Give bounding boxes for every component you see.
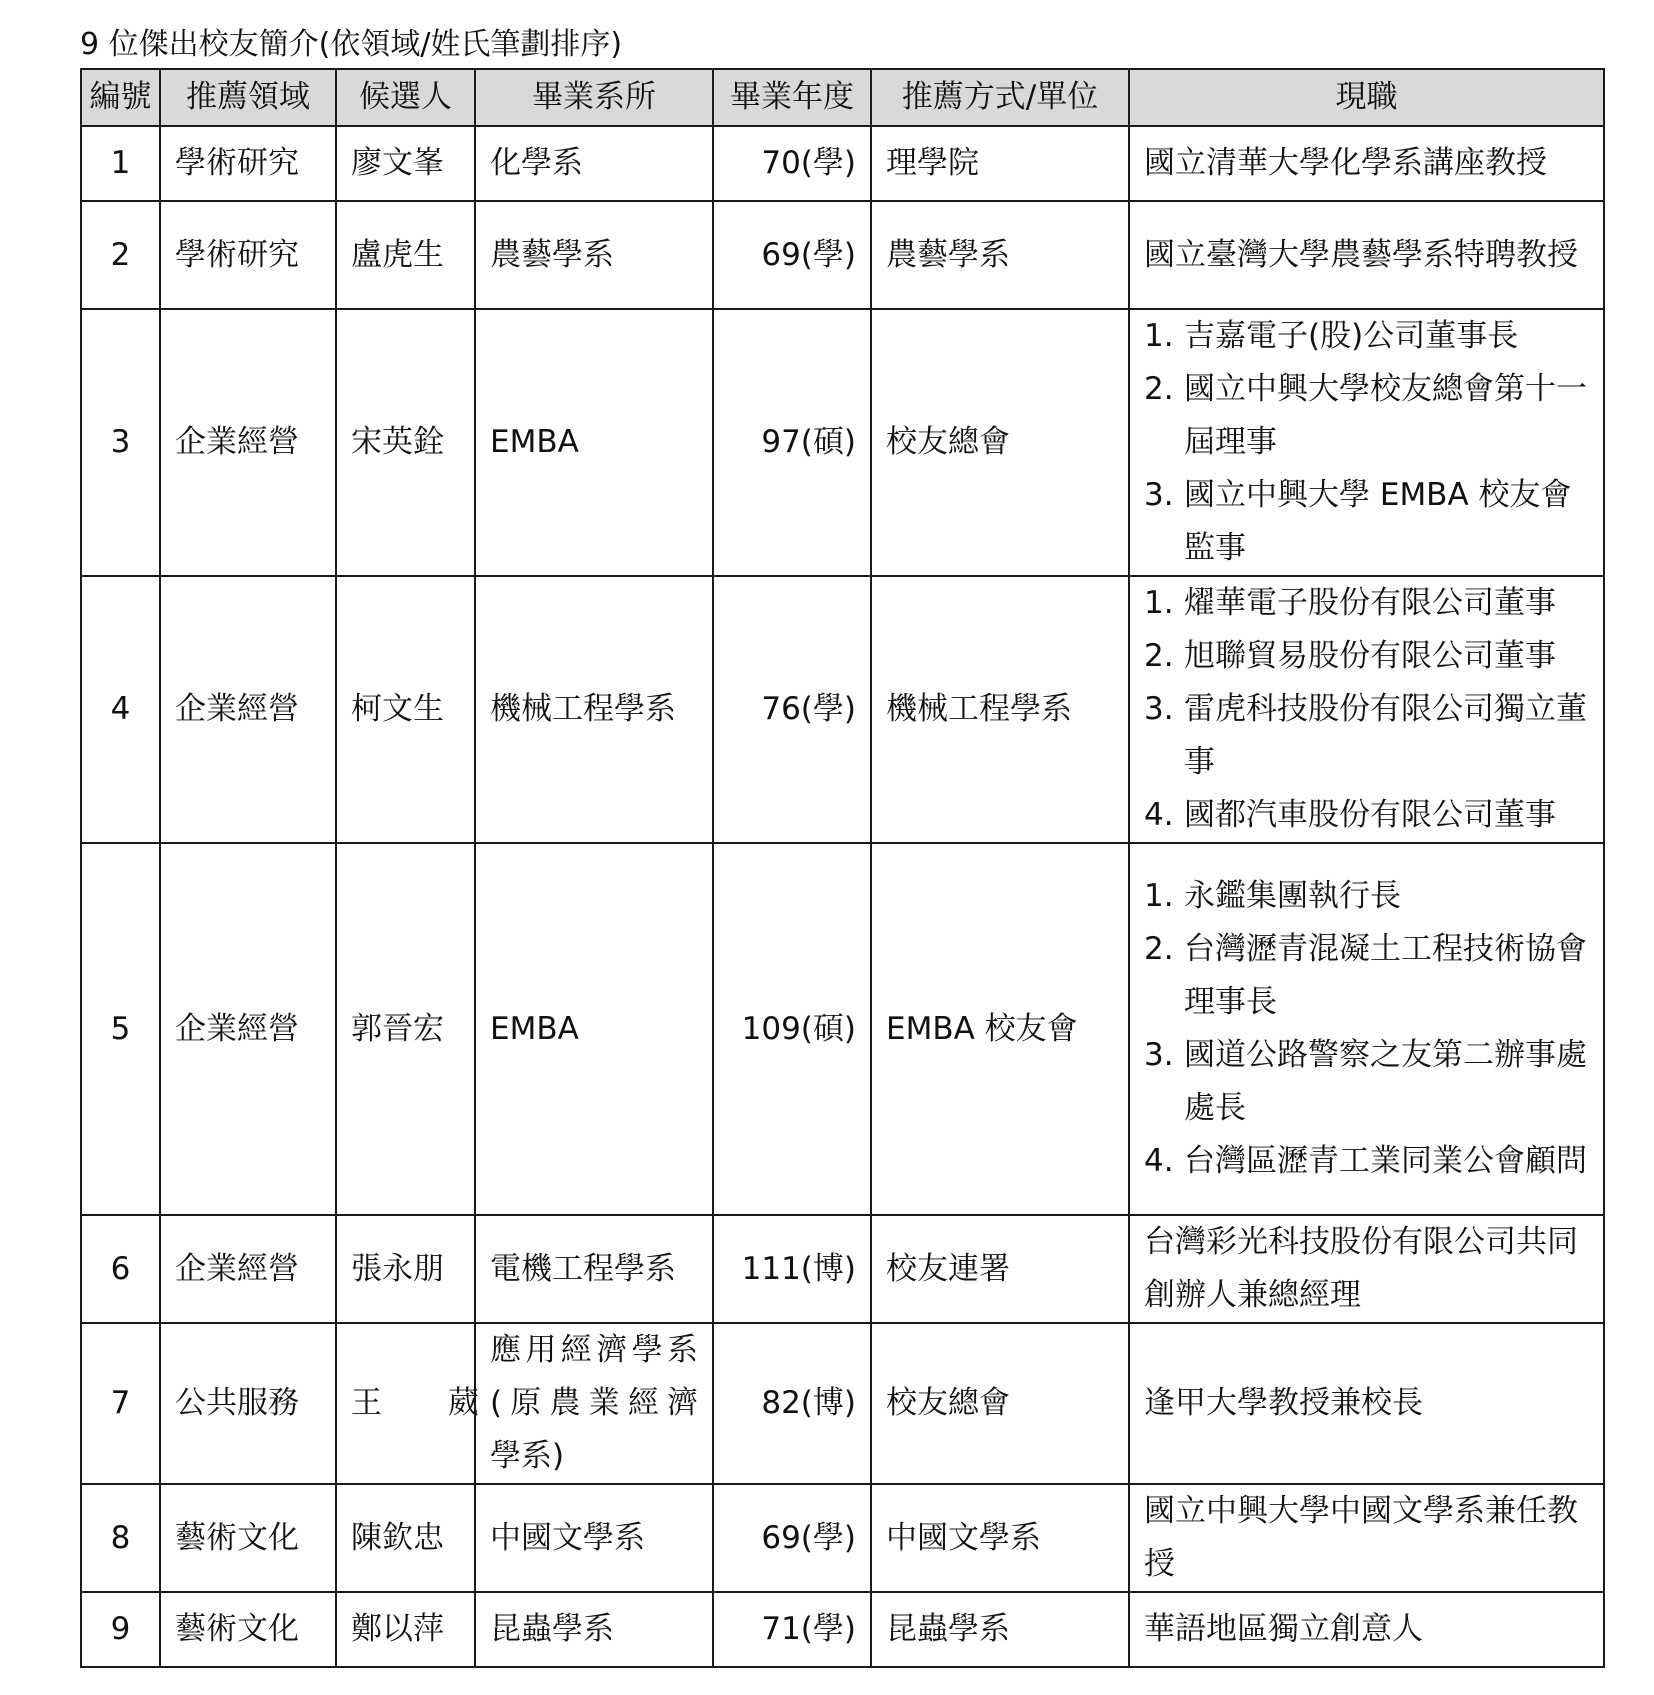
cell-year: 69(學) bbox=[713, 201, 871, 309]
cell-year: 76(學) bbox=[713, 576, 871, 843]
header-row bbox=[81, 69, 1604, 126]
table-row bbox=[81, 1484, 1604, 1592]
table-row bbox=[81, 1592, 1604, 1667]
list-item bbox=[1144, 1135, 1589, 1188]
cell-no: 1 bbox=[81, 126, 160, 201]
list-item-number: 2. bbox=[1144, 371, 1174, 407]
job-list bbox=[1144, 870, 1589, 1188]
table-caption: 9 位傑出校友簡介(依領域/姓氏筆劃排序) bbox=[80, 27, 623, 62]
cell-dept: 化學系 bbox=[475, 126, 713, 201]
cell-candidate: 廖文峯 bbox=[336, 126, 475, 201]
cell-field: 藝術文化 bbox=[160, 1592, 336, 1667]
cell-method: 理學院 bbox=[871, 126, 1129, 201]
list-item-number: 3. bbox=[1144, 691, 1174, 727]
cell-field: 學術研究 bbox=[160, 126, 336, 201]
list-item-text: 國都汽車股份有限公司董事 bbox=[1184, 797, 1556, 833]
list-item-number: 2. bbox=[1144, 638, 1174, 674]
cell-no: 4 bbox=[81, 576, 160, 843]
cell-no: 9 bbox=[81, 1592, 160, 1667]
cell-dept: 電機工程學系 bbox=[475, 1215, 713, 1323]
job-list bbox=[1144, 577, 1589, 842]
list-item-text: 台灣區瀝青工業同業公會顧問 bbox=[1184, 1143, 1587, 1179]
cell-dept: 機械工程學系 bbox=[475, 576, 713, 843]
cell-job: 國立清華大學化學系講座教授 bbox=[1129, 126, 1604, 201]
list-item-number: 3. bbox=[1144, 1037, 1174, 1073]
cell-job bbox=[1129, 309, 1604, 576]
job-list bbox=[1144, 310, 1589, 575]
cell-job bbox=[1129, 576, 1604, 843]
cell-dept: 中國文學系 bbox=[475, 1484, 713, 1592]
cell-year: 70(學) bbox=[713, 126, 871, 201]
cell-job bbox=[1129, 843, 1604, 1215]
list-item-number: 2. bbox=[1144, 931, 1174, 967]
header-dept: 畢業系所 bbox=[475, 69, 713, 126]
cell-candidate: 鄭以萍 bbox=[336, 1592, 475, 1667]
cell-job: 國立臺灣大學農藝學系特聘教授 bbox=[1129, 201, 1604, 309]
cell-method: EMBA 校友會 bbox=[871, 843, 1129, 1215]
cell-no: 3 bbox=[81, 309, 160, 576]
list-item bbox=[1144, 1029, 1589, 1135]
cell-job: 國立中興大學中國文學系兼任教授 bbox=[1129, 1484, 1604, 1592]
list-item-number: 1. bbox=[1144, 585, 1174, 621]
candidate-name: 王 葳 bbox=[351, 1385, 507, 1421]
cell-year: 111(博) bbox=[713, 1215, 871, 1323]
table-row bbox=[81, 1215, 1604, 1323]
cell-candidate: 張永朋 bbox=[336, 1215, 475, 1323]
list-item bbox=[1144, 789, 1589, 842]
cell-candidate bbox=[336, 1323, 507, 1484]
cell-job: 台灣彩光科技股份有限公司共同創辦人兼總經理 bbox=[1129, 1215, 1604, 1323]
list-item bbox=[1144, 577, 1589, 630]
cell-year: 97(碩) bbox=[713, 309, 871, 576]
cell-year: 109(碩) bbox=[713, 843, 871, 1215]
alumni-table bbox=[80, 68, 1605, 1668]
cell-year: 69(學) bbox=[713, 1484, 871, 1592]
cell-no: 6 bbox=[81, 1215, 160, 1323]
cell-candidate: 柯文生 bbox=[336, 576, 475, 843]
list-item bbox=[1144, 310, 1589, 363]
list-item bbox=[1144, 870, 1589, 923]
cell-method: 校友總會 bbox=[871, 1323, 1129, 1484]
cell-no: 8 bbox=[81, 1484, 160, 1592]
table-row bbox=[81, 576, 1604, 843]
cell-year: 82(博) bbox=[713, 1323, 871, 1484]
header-method: 推薦方式/單位 bbox=[871, 69, 1129, 126]
cell-job: 逢甲大學教授兼校長 bbox=[1129, 1323, 1604, 1484]
cell-dept: 昆蟲學系 bbox=[475, 1592, 713, 1667]
cell-year: 71(學) bbox=[713, 1592, 871, 1667]
list-item bbox=[1144, 683, 1589, 789]
cell-field: 企業經營 bbox=[160, 843, 336, 1215]
list-item-text: 國立中興大學 EMBA 校友會監事 bbox=[1184, 477, 1572, 566]
cell-candidate: 盧虎生 bbox=[336, 201, 475, 309]
cell-method: 機械工程學系 bbox=[871, 576, 1129, 843]
list-item-number: 3. bbox=[1144, 477, 1174, 513]
dept-line: (原農業經濟 bbox=[490, 1385, 698, 1421]
cell-dept bbox=[475, 1323, 713, 1484]
list-item-number: 4. bbox=[1144, 1143, 1174, 1179]
list-item-text: 旭聯貿易股份有限公司董事 bbox=[1184, 638, 1556, 674]
cell-candidate: 宋英銓 bbox=[336, 309, 475, 576]
cell-job: 華語地區獨立創意人 bbox=[1129, 1592, 1604, 1667]
cell-method: 校友總會 bbox=[871, 309, 1129, 576]
list-item-text: 永鑑集團執行長 bbox=[1184, 878, 1401, 914]
list-item-text: 燿華電子股份有限公司董事 bbox=[1184, 585, 1556, 621]
cell-no: 5 bbox=[81, 843, 160, 1215]
list-item-text: 吉嘉電子(股)公司董事長 bbox=[1184, 318, 1519, 354]
header-job: 現職 bbox=[1129, 69, 1604, 126]
table-row bbox=[81, 201, 1604, 309]
cell-field: 公共服務 bbox=[160, 1323, 336, 1484]
header-candidate: 候選人 bbox=[336, 69, 475, 126]
cell-method: 昆蟲學系 bbox=[871, 1592, 1129, 1667]
header-field: 推薦領域 bbox=[160, 69, 336, 126]
cell-method: 農藝學系 bbox=[871, 201, 1129, 309]
cell-method: 中國文學系 bbox=[871, 1484, 1129, 1592]
table-row bbox=[81, 126, 1604, 201]
list-item bbox=[1144, 923, 1589, 1029]
cell-candidate: 陳欽忠 bbox=[336, 1484, 475, 1592]
list-item-text: 國立中興大學校友總會第十一屆理事 bbox=[1184, 371, 1587, 460]
cell-field: 學術研究 bbox=[160, 201, 336, 309]
header-year: 畢業年度 bbox=[713, 69, 871, 126]
list-item-text: 台灣瀝青混凝土工程技術協會理事長 bbox=[1184, 931, 1587, 1020]
cell-dept: EMBA bbox=[475, 843, 713, 1215]
list-item-text: 國道公路警察之友第二辦事處處長 bbox=[1184, 1037, 1587, 1126]
cell-no: 7 bbox=[81, 1323, 160, 1484]
list-item bbox=[1144, 363, 1589, 469]
list-item-number: 1. bbox=[1144, 318, 1174, 354]
cell-field: 藝術文化 bbox=[160, 1484, 336, 1592]
table-row bbox=[81, 1323, 1604, 1484]
cell-dept: EMBA bbox=[475, 309, 713, 576]
header-no: 編號 bbox=[81, 69, 160, 126]
list-item-number: 4. bbox=[1144, 797, 1174, 833]
cell-candidate: 郭晉宏 bbox=[336, 843, 475, 1215]
dept-line: 應用經濟學系 bbox=[490, 1332, 698, 1368]
cell-method: 校友連署 bbox=[871, 1215, 1129, 1323]
cell-no: 2 bbox=[81, 201, 160, 309]
table-row bbox=[81, 843, 1604, 1215]
list-item-text: 雷虎科技股份有限公司獨立董事 bbox=[1184, 691, 1587, 780]
cell-dept: 農藝學系 bbox=[475, 201, 713, 309]
list-item bbox=[1144, 630, 1589, 683]
table-row bbox=[81, 309, 1604, 576]
cell-field: 企業經營 bbox=[160, 576, 336, 843]
list-item-number: 1. bbox=[1144, 878, 1174, 914]
cell-field: 企業經營 bbox=[160, 1215, 336, 1323]
list-item bbox=[1144, 469, 1589, 575]
dept-line: 學系) bbox=[490, 1438, 565, 1474]
cell-field: 企業經營 bbox=[160, 309, 336, 576]
